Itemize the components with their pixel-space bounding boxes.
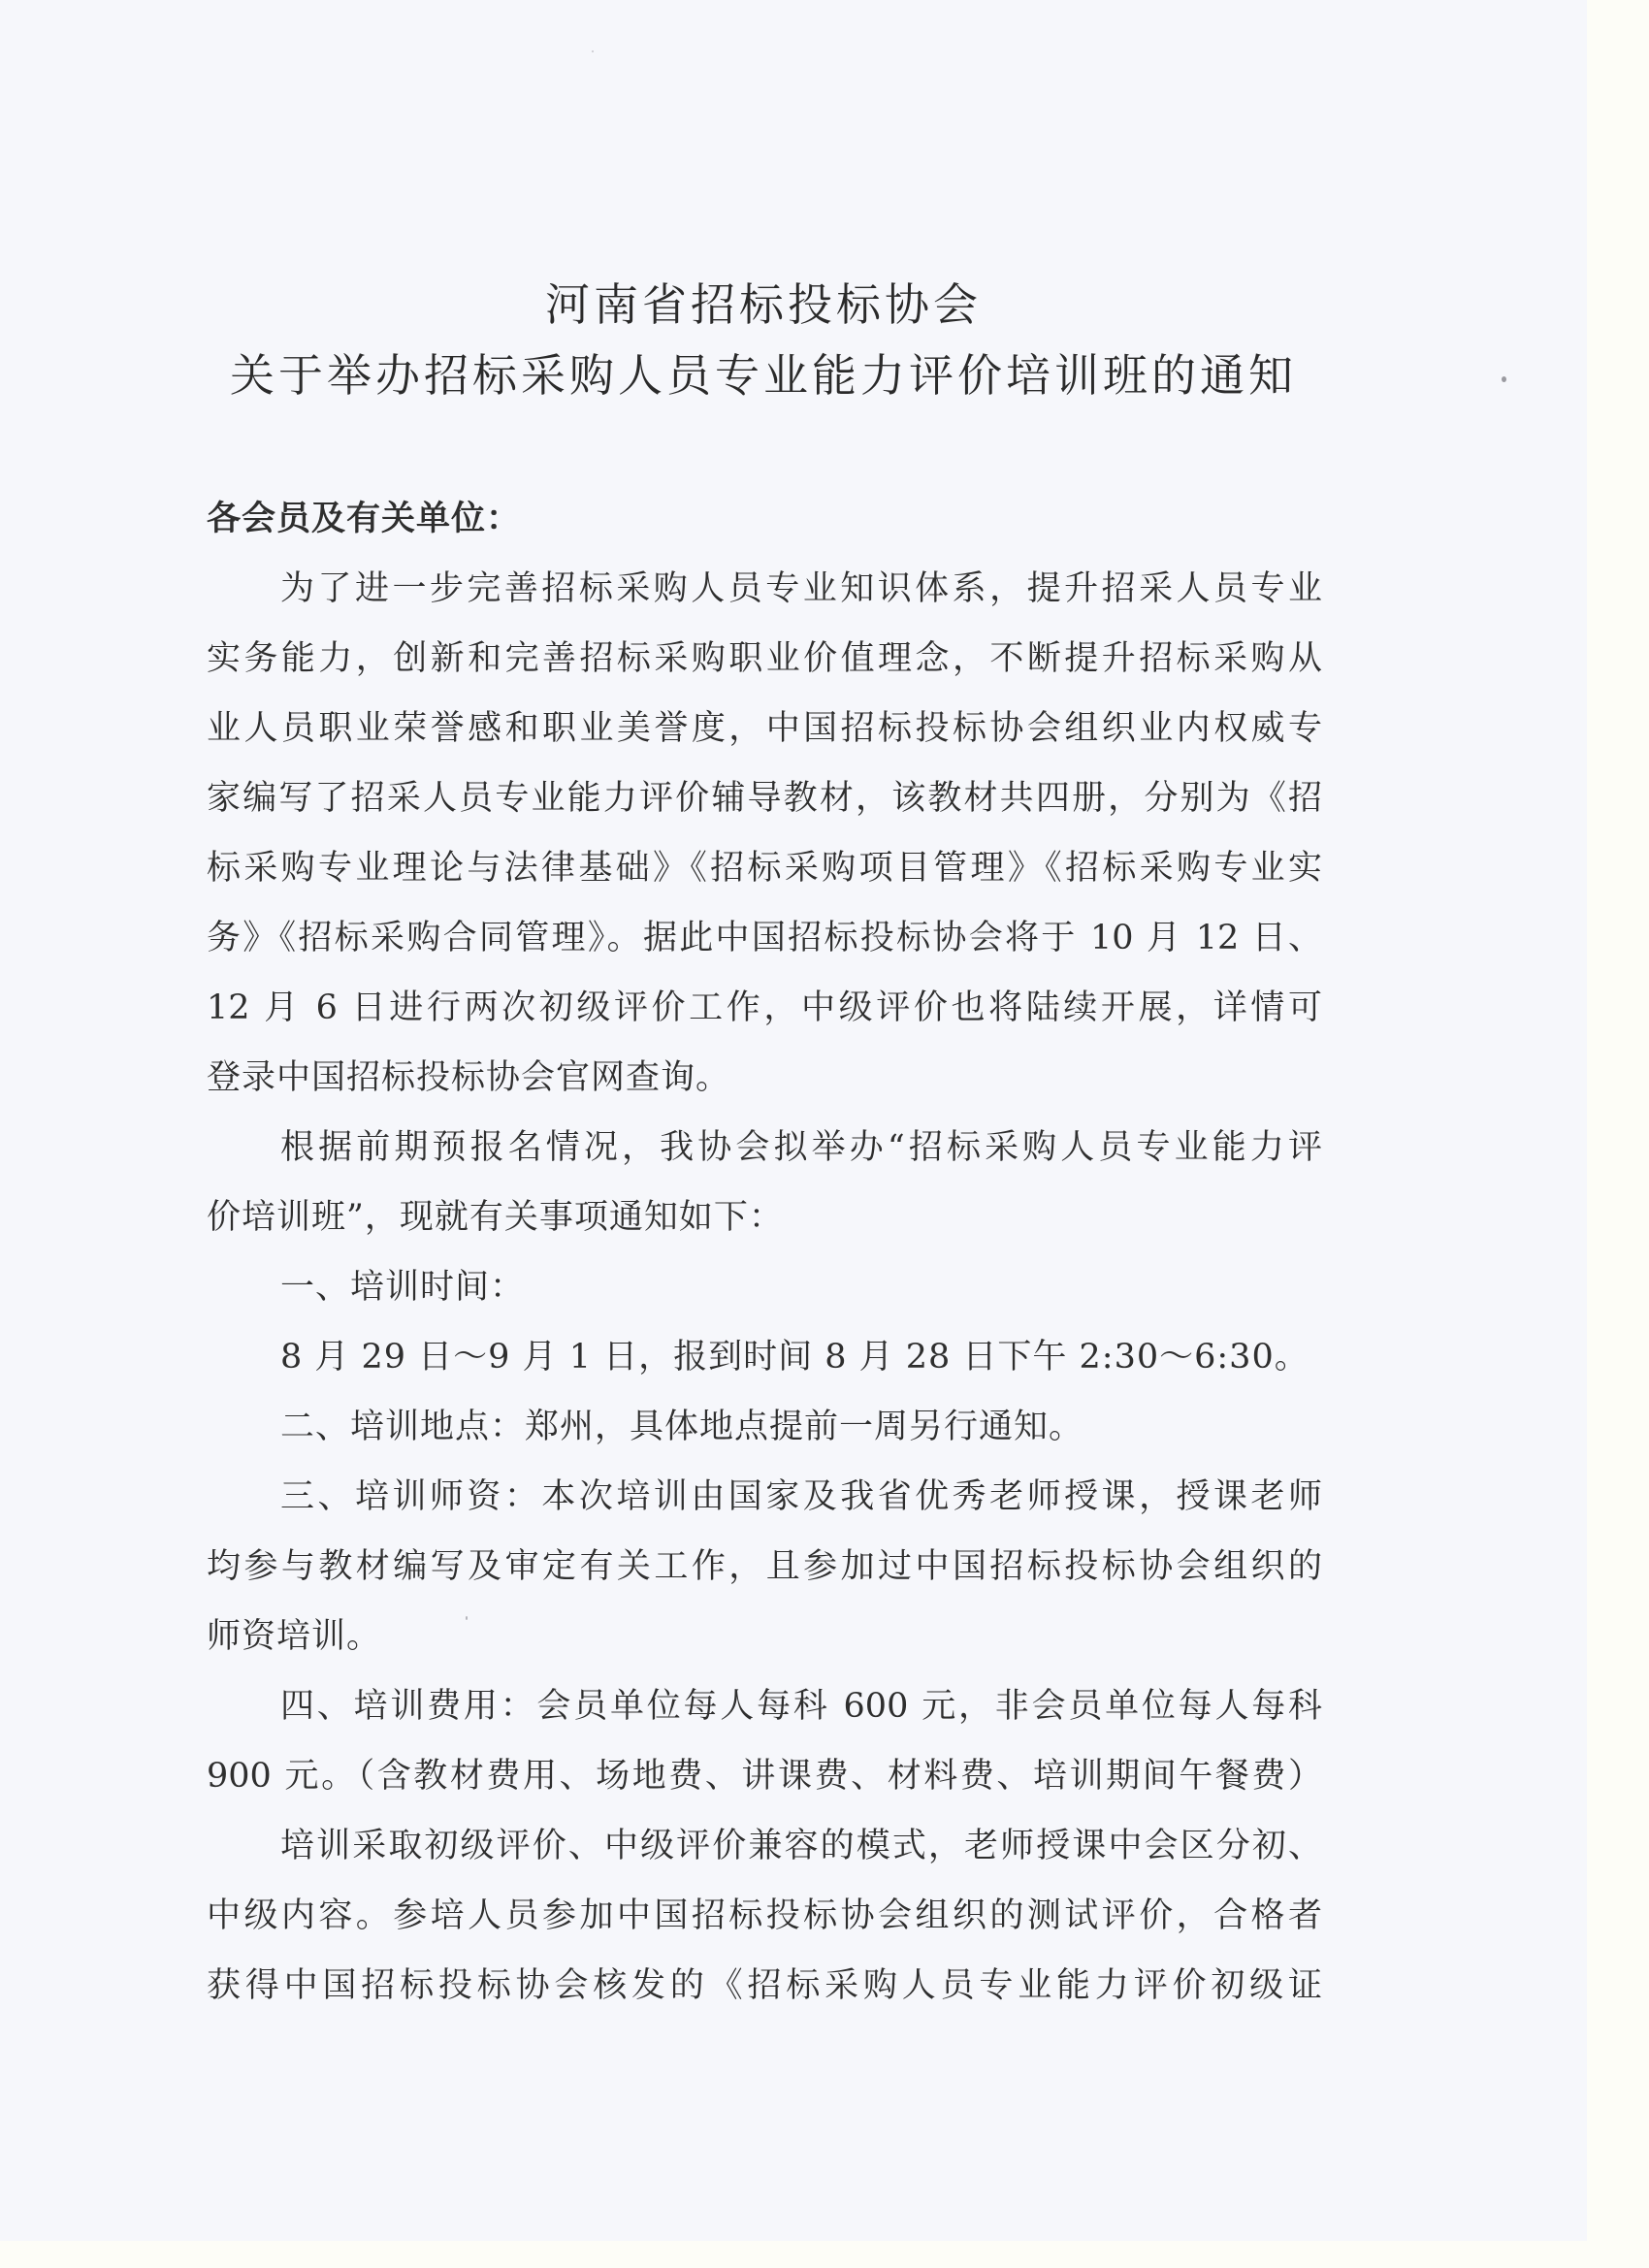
salutation: 各会员及有关单位：: [207, 500, 522, 538]
section-fees: 四、培训费用：会员单位每人每科 600 元，非会员单位每人每科: [280, 1687, 1322, 1726]
body-line: 均参与教材编写及审定有关工作，且参加过中国招标投标协会组织的: [207, 1547, 1322, 1586]
body-line: 根据前期预报名情况，我协会拟举办“招标采购人员专业能力评: [280, 1128, 1322, 1167]
body-line: 获得中国招标投标协会核发的《招标采购人员专业能力评价初级证: [207, 1966, 1322, 2005]
body-line: 12 月 6 日进行两次初级评价工作，中级评价也将陆续开展，详情可: [207, 988, 1322, 1027]
title-organization: 河南省招标投标协会: [545, 278, 982, 331]
section-teachers: 三、培训师资：本次培训由国家及我省优秀老师授课，授课老师: [280, 1477, 1322, 1516]
body-line: 标采购专业理论与法律基础》《招标采购项目管理》《招标采购专业实: [207, 849, 1322, 888]
body-line: 为了进一步完善招标采购人员专业知识体系，提升招采人员专业: [280, 569, 1322, 608]
scan-speck: [466, 1616, 468, 1620]
body-line: 价培训班”，现就有关事项通知如下：: [207, 1198, 784, 1237]
scan-speck: [592, 50, 594, 52]
body-line: 实务能力，创新和完善招标采购职业价值理念，不断提升招标采购从: [207, 639, 1322, 678]
body-line: 务》《招标采购合同管理》。据此中国招标投标协会将于 10 月 12 日、: [207, 919, 1322, 957]
body-line: 登录中国招标投标协会官网查询。: [207, 1058, 731, 1097]
title-subject: 关于举办招标采购人员专业能力评价培训班的通知: [230, 349, 1297, 402]
body-line: 培训采取初级评价、中级评价兼容的模式，老师授课中会区分初、: [280, 1827, 1322, 1865]
body-line: 家编写了招采人员专业能力评价辅导教材，该教材共四册，分别为《招: [207, 779, 1322, 818]
section-heading-time: 一、培训时间：: [280, 1268, 526, 1307]
training-time-value: 8 月 29 日～9 月 1 日，报到时间 8 月 28 日下午 2:30～6:30。: [280, 1338, 1310, 1377]
body-line: 中级内容。参培人员参加中国招标投标协会组织的测试评价，合格者: [207, 1896, 1322, 1935]
body-line: 900 元。（含教材费用、场地费、讲课费、材料费、培训期间午餐费）: [207, 1757, 1322, 1796]
body-line: 业人员职业荣誉感和职业美誉度，中国招标投标协会组织业内权威专: [207, 709, 1322, 748]
body-line: 师资培训。: [207, 1617, 382, 1656]
section-location: 二、培训地点：郑州，具体地点提前一周另行通知。: [280, 1408, 1084, 1446]
